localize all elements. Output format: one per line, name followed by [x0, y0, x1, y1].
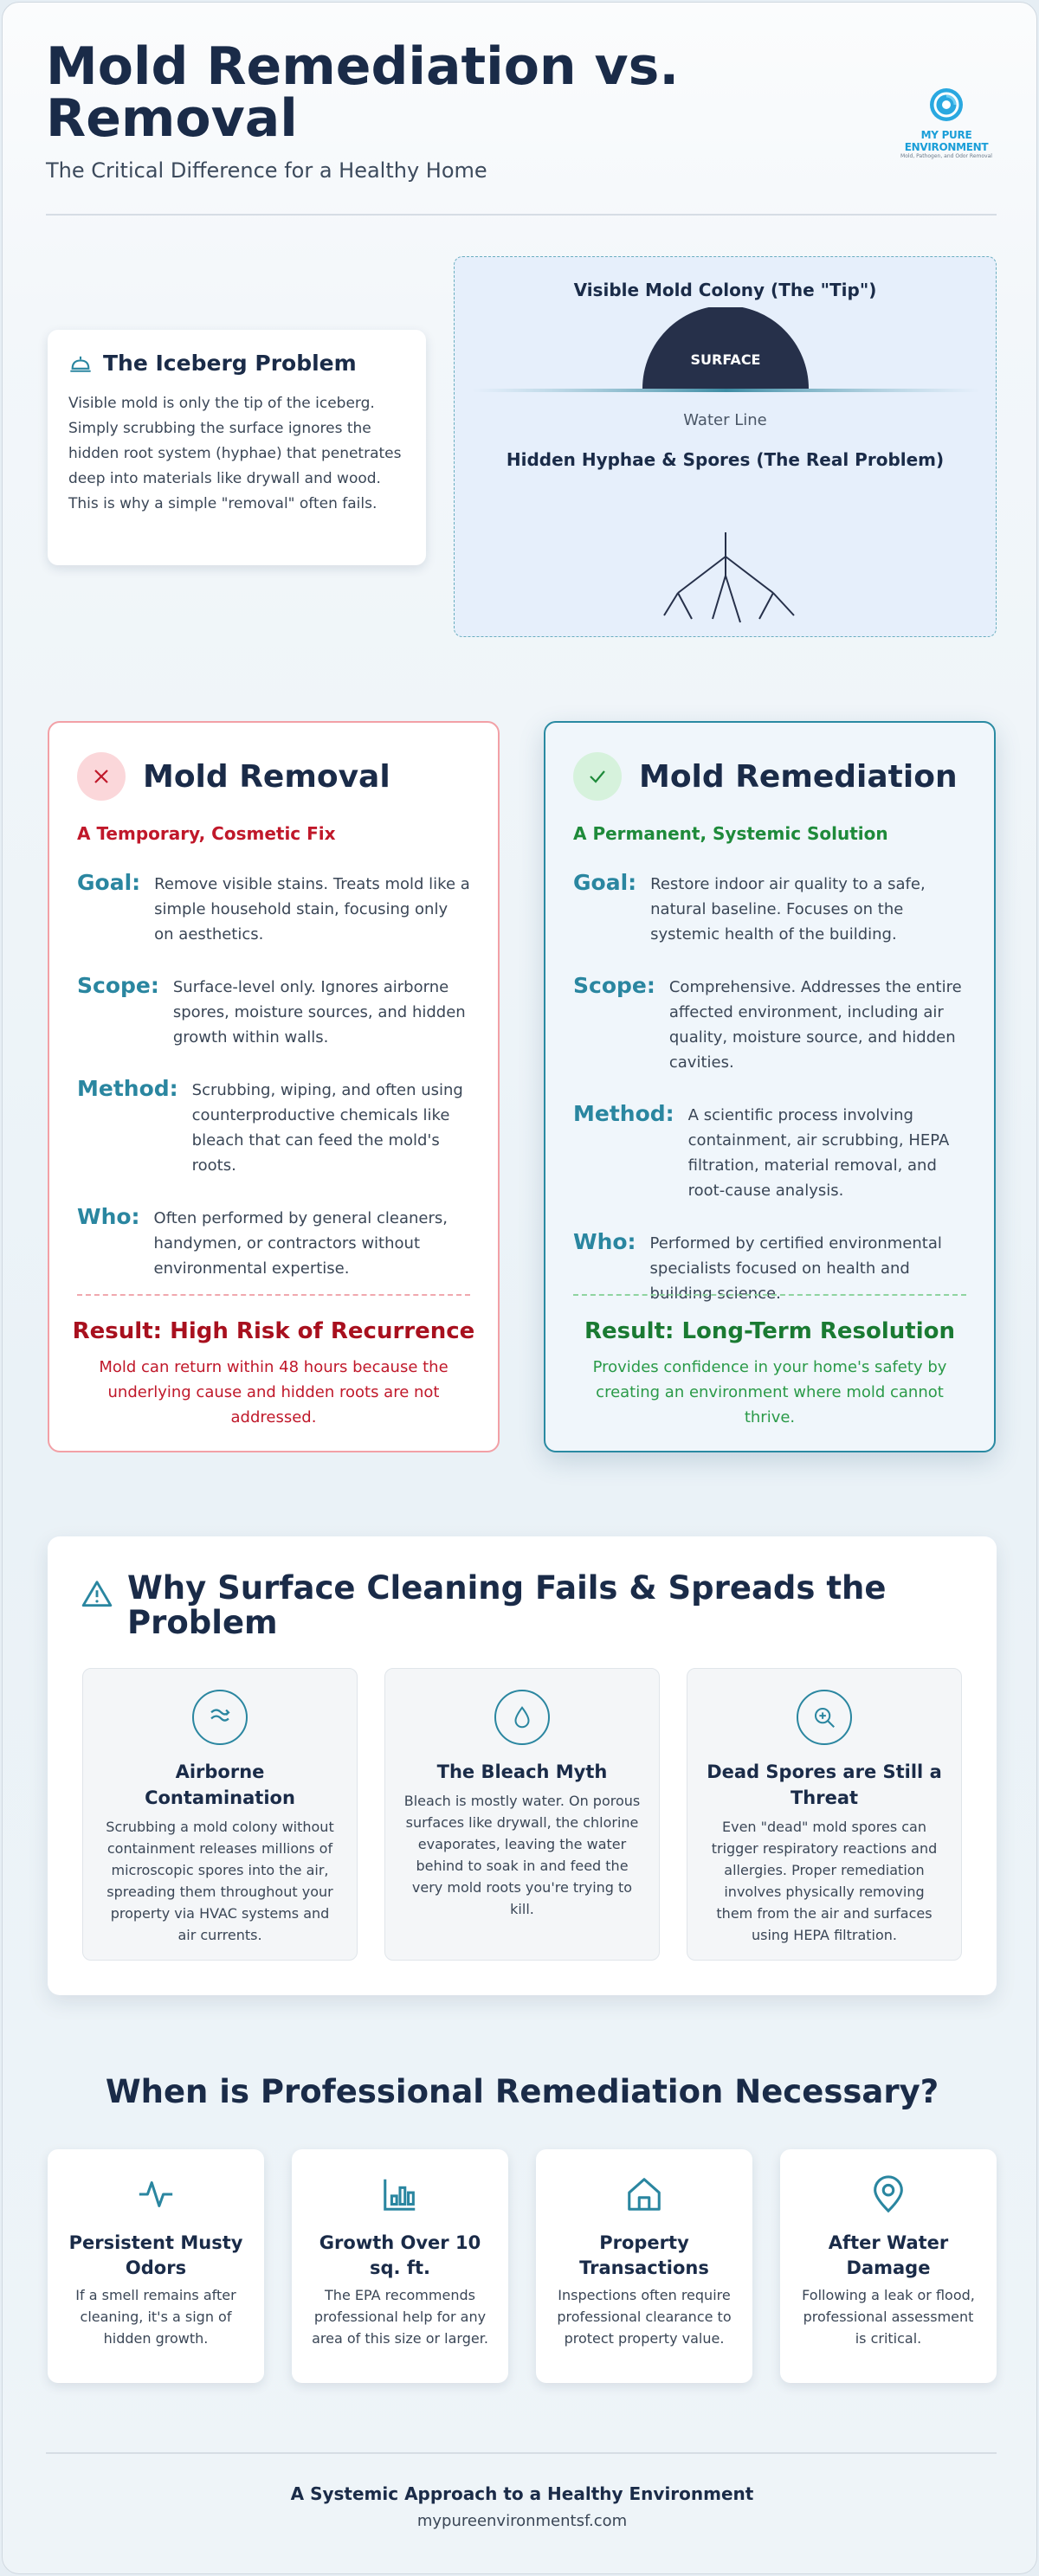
remediation-row-scope: [573, 973, 966, 1075]
airflow-icon: [192, 1690, 248, 1745]
fail-card-dead-spores: [687, 1668, 962, 1961]
header-divider: [46, 214, 997, 216]
necessary-card-property: [536, 2149, 752, 2383]
infographic-page: [2, 2, 1037, 2574]
fail-title: Airborne Contamination: [145, 1761, 295, 1808]
row-value: Performed by certified environmental specialists focused on health and building science.: [649, 1234, 942, 1303]
removal-row-who: [77, 1204, 470, 1281]
fail-text: Even "dead" mold spores can trigger respiratory reactions and allergies. Proper remediation involves physically removing them from the air and surfaces using HEPA filtration.: [711, 1819, 938, 1943]
bell-icon: [68, 351, 93, 376]
removal-subtitle: A Temporary, Cosmetic Fix: [77, 823, 336, 844]
row-value: A scientific process involving containment, air scrubbing, HEPA filtration, material removal, and root-cause analysis.: [687, 1106, 950, 1200]
check-icon: [573, 752, 622, 801]
surface-label: SURFACE: [690, 351, 761, 368]
removal-rows: [77, 870, 470, 1281]
removal-result-text: Mold can return within 48 hours because the underlying cause and hidden roots are not addressed.: [99, 1358, 449, 1426]
row-key: Method:: [77, 1076, 178, 1101]
footer-title: A Systemic Approach to a Healthy Environment: [290, 2483, 754, 2504]
warning-icon: [81, 1578, 113, 1611]
fail-text: Scrubbing a mold colony without containment releases millions of microscopic spores into the air, spreading them throughout your property via HVAC systems and air currents.: [106, 1819, 334, 1943]
iceberg-card: [48, 330, 426, 565]
remediation-row-goal: [573, 870, 966, 947]
iceberg-title: The Iceberg Problem: [103, 351, 357, 376]
remediation-divider: [573, 1294, 966, 1296]
iceberg-diagram: [454, 256, 997, 637]
remediation-row-method: [573, 1101, 966, 1203]
row-key: Scope:: [77, 973, 159, 998]
remediation-result-title: Result: Long-Term Resolution: [584, 1318, 955, 1344]
row-value: Comprehensive. Addresses the entire affected environment, including air quality, moisture source, and hidden cavities.: [668, 978, 962, 1072]
home-icon: [552, 2170, 737, 2219]
necessary-name: Persistent Musty Odors: [68, 2232, 243, 2278]
fail-card-bleach: [384, 1668, 660, 1961]
droplet-icon: [494, 1690, 550, 1745]
necessary-text: If a smell remains after cleaning, it's a sign of hidden growth.: [75, 2287, 236, 2347]
row-key: Scope:: [573, 973, 655, 998]
row-value: Often performed by general cleaners, handymen, or contractors without environmental expertise.: [153, 1209, 449, 1278]
fail-title: Dead Spores are Still a Threat: [707, 1761, 942, 1808]
logo-name: MY PURE ENVIRONMENT: [904, 129, 989, 153]
fail-title: The Bleach Myth: [436, 1761, 608, 1782]
logo-icon: [927, 86, 965, 124]
row-value: Remove visible stains. Treats mold like a simple household stain, focusing only on aesthetics.: [154, 875, 470, 943]
pulse-icon: [63, 2170, 248, 2219]
page-subtitle: The Critical Difference for a Healthy Home: [46, 158, 487, 183]
necessary-title: When is Professional Remediation Necessary?: [105, 2073, 939, 2110]
remediation-result-text: Provides confidence in your home's safety by creating an environment where mold cannot thrive.: [592, 1358, 947, 1426]
fail-text: Bleach is mostly water. On porous surfaces like drywall, the chlorine evaporates, leaving the water behind to soak in and feed the very mold roots you're trying to kill.: [403, 1793, 641, 1917]
necessary-text: Inspections often require professional clearance to protect property value.: [557, 2287, 732, 2347]
why-fails-title: Why Surface Cleaning Fails & Spreads the Problem: [127, 1569, 887, 1641]
water-line-label: Water Line: [683, 411, 767, 429]
row-key: Goal:: [77, 870, 141, 895]
removal-divider: [77, 1294, 470, 1296]
row-value: Scrubbing, wiping, and often using counterproductive chemicals like bleach that can feed the mold's roots.: [191, 1081, 463, 1175]
removal-title: Mold Removal: [143, 758, 390, 795]
why-fails-section: [48, 1536, 997, 1995]
x-icon: [77, 752, 126, 801]
water-line-bar: [472, 389, 980, 392]
necessary-name: After Water Damage: [828, 2232, 949, 2278]
necessary-name: Growth Over 10 sq. ft.: [319, 2232, 481, 2278]
mold-remediation-card: [544, 721, 996, 1452]
bar-chart-icon: [307, 2170, 493, 2219]
necessary-text: The EPA recommends professional help for any area of this size or larger.: [312, 2287, 488, 2347]
page-title: Mold Remediation vs. Removal: [46, 36, 680, 149]
necessary-card-odors: [48, 2149, 264, 2383]
logo-tagline: Mold, Pathogen, and Odor Removal: [900, 153, 992, 159]
removal-row-goal: [77, 870, 470, 947]
diagram-bottom-label: Hidden Hyphae & Spores (The Real Problem): [506, 449, 945, 470]
removal-row-scope: [77, 973, 470, 1050]
row-key: Who:: [573, 1229, 636, 1254]
necessary-card-growth: [292, 2149, 508, 2383]
iceberg-drawing: [455, 307, 997, 636]
row-key: Goal:: [573, 870, 637, 895]
necessary-name: Property Transactions: [579, 2232, 709, 2278]
row-value: Surface-level only. Ignores airborne spores, moisture sources, and hidden growth within walls.: [172, 978, 466, 1046]
remediation-rows: [573, 870, 966, 1306]
necessary-text: Following a leak or flood, professional assessment is critical.: [802, 2287, 975, 2347]
brand-logo: [894, 86, 998, 159]
row-key: Method:: [573, 1101, 674, 1126]
map-pin-icon: [796, 2170, 981, 2219]
iceberg-text: Visible mold is only the tip of the iceberg. Simply scrubbing the surface ignores the hidden root system (hyphae) that penetrates deep into materials like drywall and wood. This is why a simple "removal" often fails.: [68, 395, 402, 512]
mold-colony-shape: [642, 307, 809, 389]
row-key: Who:: [77, 1204, 140, 1229]
remediation-title: Mold Remediation: [639, 758, 958, 795]
necessary-card-water: [780, 2149, 997, 2383]
diagram-top-label: Visible Mold Colony (The "Tip"): [573, 280, 877, 300]
removal-row-method: [77, 1076, 470, 1178]
zoom-icon: [797, 1690, 852, 1745]
footer-url[interactable]: mypureenvironmentsf.com: [416, 2512, 628, 2530]
footer-divider: [46, 2452, 997, 2454]
row-value: Restore indoor air quality to a safe, natural baseline. Focuses on the systemic health of the building.: [650, 875, 926, 943]
remediation-subtitle: A Permanent, Systemic Solution: [573, 823, 888, 844]
fail-card-airborne: [82, 1668, 358, 1961]
removal-result-title: Result: High Risk of Recurrence: [72, 1318, 475, 1344]
hyphae-roots: [664, 532, 794, 622]
mold-removal-card: [48, 721, 500, 1452]
